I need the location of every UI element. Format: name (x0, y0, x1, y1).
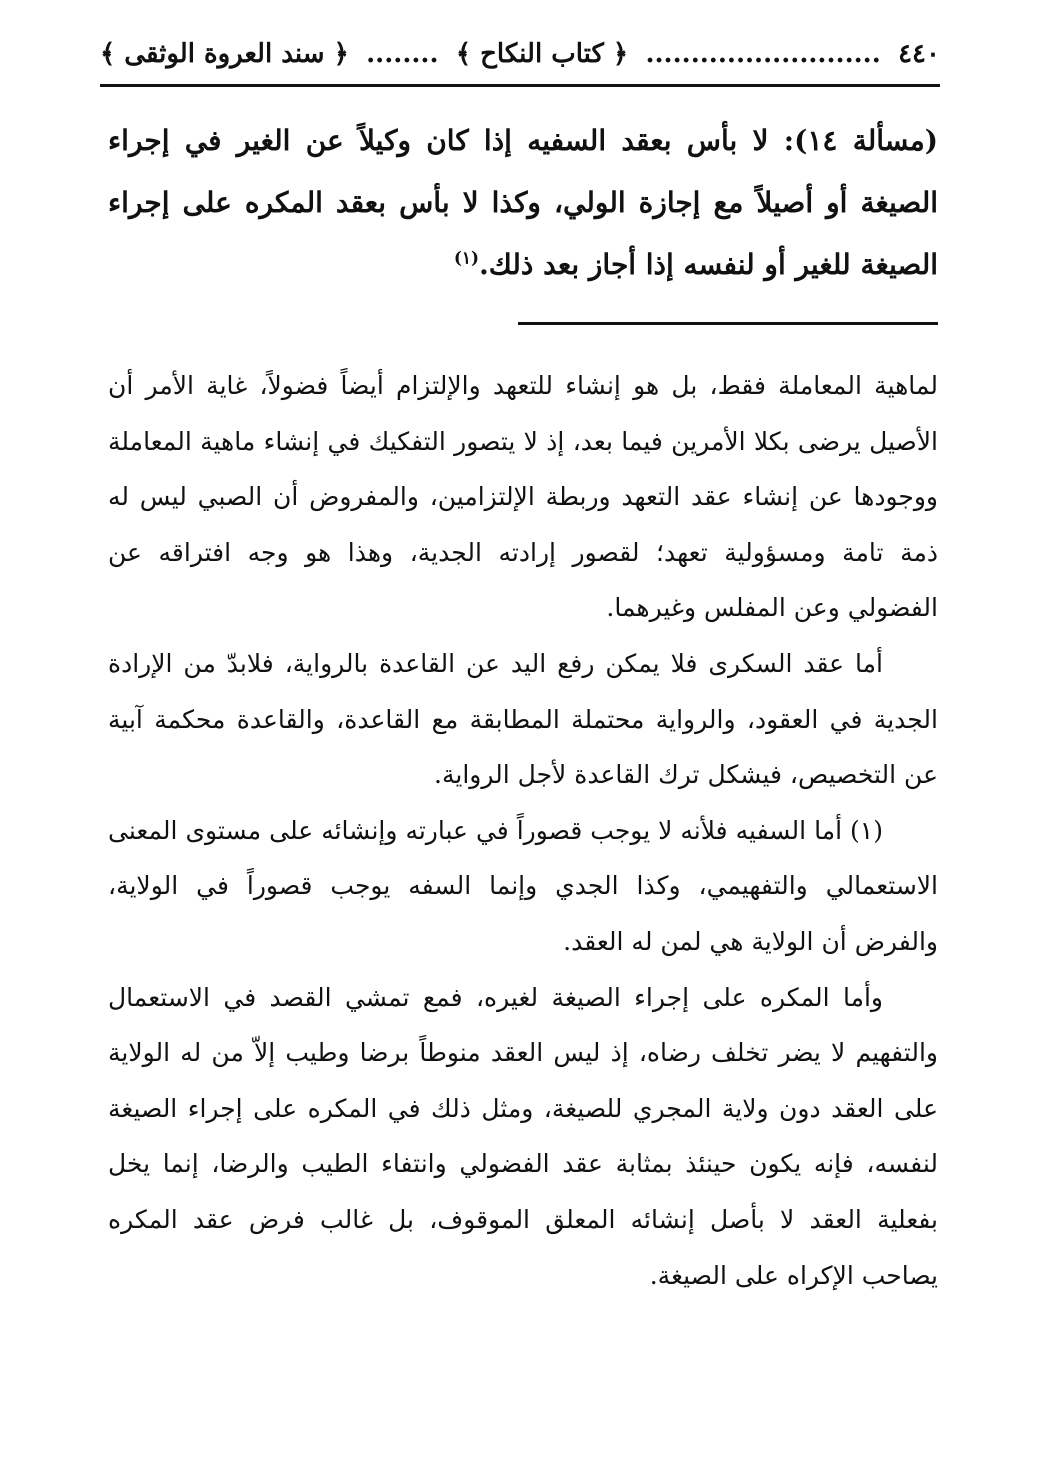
paragraph: أما عقد السكرى فلا يمكن رفع اليد عن القاعدة بالرواية، فلابدّ من الإرادة الجدية في العقود، والرواية محتملة المطابقة مع القاعدة، والقاعدة محكمة آبية عن التخصيص، فيشكل ترك القاعدة لأجل الرواية. (108, 648, 938, 790)
header-dots: .......................... (645, 39, 881, 69)
header-book-title: ﴿ كتاب النكاح ﴾ (455, 39, 629, 69)
paragraph: لماهية المعاملة فقط، بل هو إنشاء للتعهد والإلتزام أيضاً فضولاً، غاية الأمر أن الأصيل يرضى بكلا الأمرين فيما بعد، إذ لا يتصور التفكيك في إنشاء ماهية المعاملة ووجودها عن إنشاء عقد التعهد وربطة الإلتزامين، والمفروض أن الصبي ليس له ذمة تامة ومسؤولية تعهد؛ لقصور إرادته الجدية، وهذا هو وجه افتراقه عن الفضولي وعن المفلس وغيرهما. (108, 371, 938, 623)
footnote-reference: (١) (453, 248, 480, 269)
header-series-title: ﴿ سند العروة الوثقى ﴾ (100, 39, 349, 69)
header-divider (100, 84, 940, 87)
header-dots: ........ (366, 39, 439, 69)
running-header (100, 28, 940, 80)
masala-statement (108, 110, 938, 296)
commentary-text (108, 358, 938, 1303)
paragraph: وأما المكره على إجراء الصيغة لغيره، فمع تمشي القصد في الاستعمال والتفهيم لا يضر تخلف رضاه، إذ ليس العقد منوطاً برضا وطيب إلاّ من له الولاية على العقد دون ولاية المجري للصيغة، ومثل ذلك في المكره على إجراء الصيغة لنفسه، فإنه يكون حينئذ بمثابة عقد الفضولي وانتفاء الطيب والرضا، إنما يخل بفعلية العقد لا بأصل إنشائه المعلق الموقوف، بل غالب فرض عقد المكره يصاحب الإكراه على الصيغة. (108, 982, 938, 1290)
paragraph: (١) أما السفيه فلأنه لا يوجب قصوراً في عبارته وإنشائه على مستوى المعنى الاستعمالي والتفهيمي، وكذا الجدي وإنما السفه يوجب قصوراً في الولاية، والفرض أن الولاية هي لمن له العقد. (108, 815, 938, 956)
header-page-number: ٤٤٠ (898, 39, 940, 69)
masala-text: (مسألة ١٤): لا بأس بعقد السفيه إذا كان وكيلاً عن الغير في إجراء الصيغة أو أصيلاً مع إجازة الولي، وكذا لا بأس بعقد المكره على إجراء الصيغة للغير أو لنفسه إذا أجاز بعد ذلك. (108, 124, 939, 281)
footnote-separator (518, 322, 938, 325)
